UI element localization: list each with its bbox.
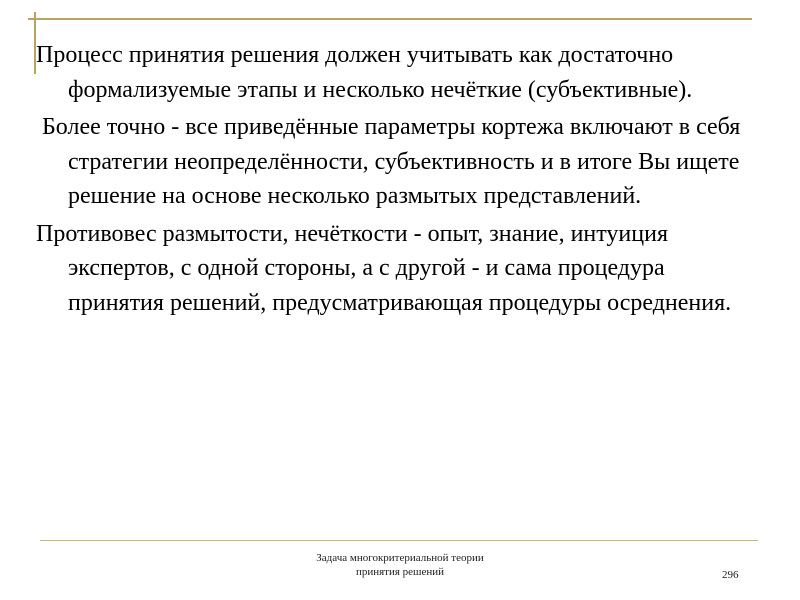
footer-title-line1: Задача многокритериальной теории bbox=[316, 552, 484, 564]
footer-divider bbox=[40, 540, 758, 541]
paragraph-tuple-parameters: Более точно - все приведённые параметры кортежа включают в себя стратегии неопределённости, субъективность и в итоге Вы ищете решение на основе несколько размытых представлений. bbox=[36, 114, 747, 209]
footer-title-line2: принятия решений bbox=[355, 566, 445, 578]
footer-title bbox=[250, 551, 550, 579]
page-number: 296 bbox=[722, 569, 739, 581]
slide-body bbox=[36, 38, 756, 323]
top-decorative-rule bbox=[28, 18, 752, 20]
paragraph-decision-process: Процесс принятия решения должен учитывать как достаточно формализуемые этапы и несколько нечёткие (субъективные). bbox=[36, 42, 693, 103]
paragraph-counterbalance: Противовес размытости, нечёткости - опыт, знание, интуиция экспертов, с одной стороны, а с другой - и сама процедура принятия решений, предусматривающая процедуры осреднения. bbox=[36, 220, 732, 316]
